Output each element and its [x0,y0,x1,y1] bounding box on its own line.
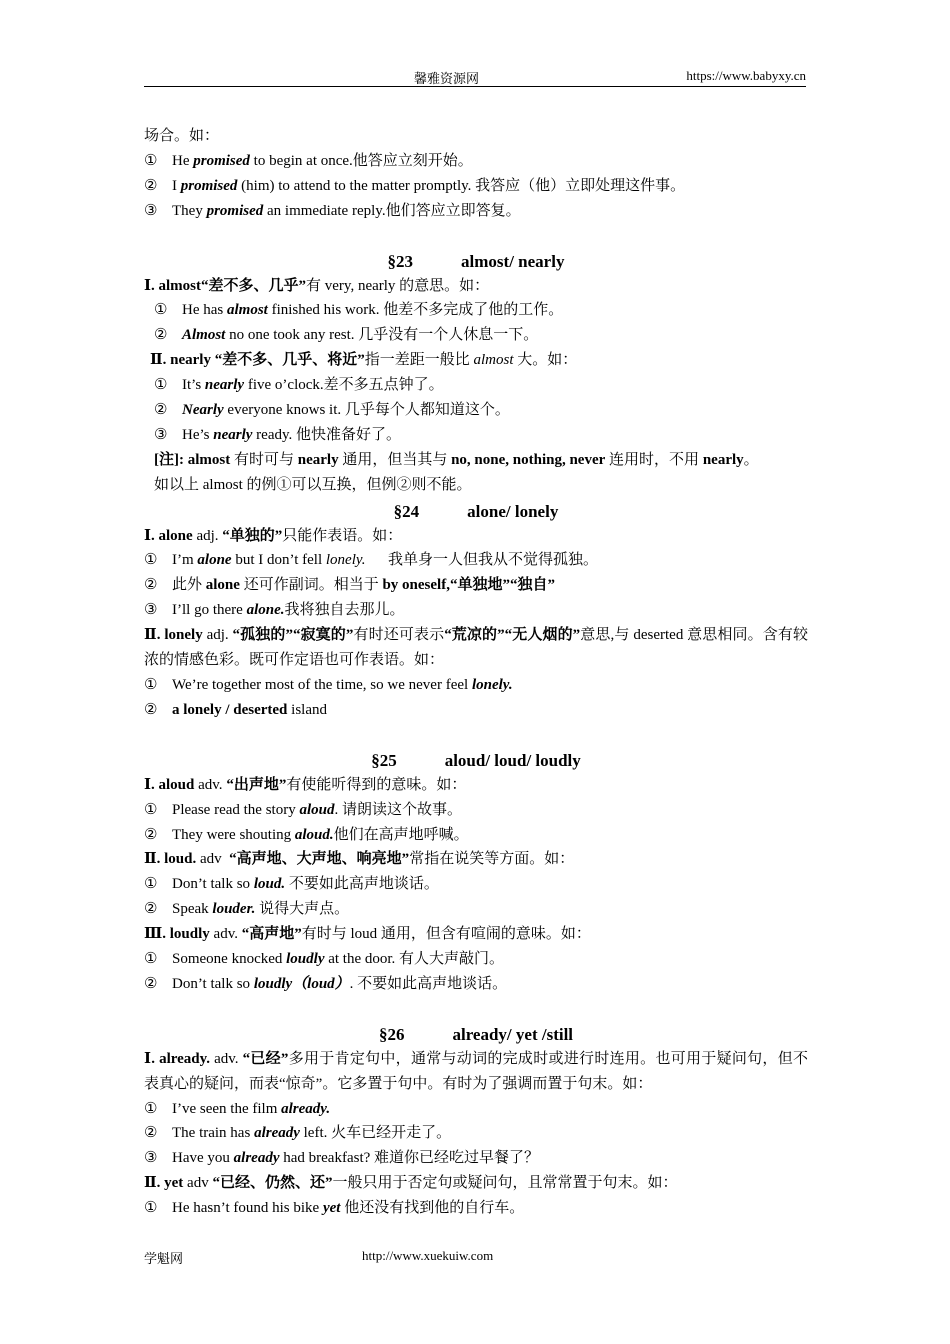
example-line: ① Please read the story aloud. 请朗读这个故事。 [144,801,462,818]
example-line: ② a lonely / deserted island [144,701,327,718]
example-line: ③ He’s nearly ready. 他快准备好了。 [154,426,402,443]
example-line: ① He promised to begin at once.他答应立刻开始。 [144,152,473,169]
page-header [144,66,806,87]
paragraph: Ⅱ. nearly “差不多、几乎、将近”指一差距一般比 almost 大。如： [150,352,578,369]
section-heading: §23 almost/ nearly [387,251,565,271]
paragraph: Ⅰ. already. adv. “已经”多用于肯定句中，通常与动词的完成时或进行时连用。也可用于疑问句，但不表真心的疑问，而表“惊奇”。它多置于句中。有时为了强调而置于句末。如： [144,1050,808,1092]
paragraph: Ⅱ. yet adv “已经、仍然、还”一般只用于否定句或疑问句，且常常置于句末。如： [144,1175,678,1192]
footer-site-name: 学魁网 [144,1251,184,1266]
example-line: ② Nearly everyone knows it. 几乎每个人都知道这个。 [154,402,510,419]
section-heading: §26 already/ yet /still [378,1024,574,1044]
paragraph: Ⅰ. almost“差不多、几乎”有 very, nearly 的意思。如： [144,277,490,294]
paragraph: 场合。如： [144,128,220,144]
example-line: ③ I’ll go there alone.我将独自去那儿。 [144,602,405,619]
example-line: ② I promised (him) to attend to the matter promptly. 我答应（他）立即处理这件事。 [144,177,686,194]
example-line: ② The train has already left. 火车已经开走了。 [144,1125,452,1142]
example-line: ① Someone knocked loudly at the door. 有人大声敲门。 [144,950,505,967]
example-line: ③ Have you already had breakfast? 难道你已经吃过早餐了？ [144,1150,540,1167]
header-site-name: 馨雅资源网 [414,71,480,86]
paragraph: Ⅱ. loud. adv “高声地、大声地、响亮地”常指在说笑等方面。如： [144,851,575,868]
section-heading: §24 alone/ lonely [393,501,559,521]
note-paragraph: 如以上 almost 的例①可以互换，但例②则不能。 [154,476,472,493]
example-line: ② Don’t talk so loudly（loud）. 不要如此高声地谈话。 [144,975,508,992]
example-line: ② Almost no one took any rest. 几乎没有一个人休息一下。 [154,327,539,344]
example-line: ① We’re together most of the time, so we never feel lonely. [144,676,513,693]
paragraph: Ⅰ. aloud adv. “出声地”有使能听得到的意味。如： [144,776,467,793]
example-line: ① He hasn’t found his bike yet 他还没有找到他的自行车。 [144,1200,525,1217]
paragraph: Ⅲ. loudly adv. “高声地”有时与 loud 通用，但含有喧闹的意味。如： [144,926,591,943]
header-url[interactable]: https://www.babyxy.cn [686,68,806,83]
example-line: ② They were shouting aloud.他们在高声地呼喊。 [144,826,469,843]
example-line: ① He has almost finished his work. 他差不多完成了他的工作。 [154,302,564,319]
paragraph: Ⅱ. lonely adj. “孤独的”“寂寞的”有时还可表示“荒凉的”“无人烟的”意思,与 deserted 意思相同。含有较浓的情感色彩。既可作定语也可作表语。如： [144,627,808,669]
section-heading: §25 aloud/ loud/ loudly [371,750,581,770]
example-line: ① It’s nearly five o’clock.差不多五点钟了。 [154,377,444,394]
note-paragraph: [注]: almost 有时可与 nearly 通用，但当其与 no, none, nothing, never 连用时，不用 nearly。 [154,451,759,468]
paragraph: Ⅰ. alone adj. “单独的”只能作表语。如： [144,527,403,544]
example-line: ① I’m alone but I don’t fell lonely. 我单身一人但我从不觉得孤独。 [144,552,598,569]
page-footer [144,1248,494,1267]
example-line: ② Speak louder. 说得大声点。 [144,901,350,918]
footer-url[interactable]: http://www.xuekuiw.com [362,1248,494,1263]
example-line: ① Don’t talk so loud. 不要如此高声地谈话。 [144,876,439,893]
example-line: ③ They promised an immediate reply.他们答应立即答复。 [144,202,521,219]
example-line: ② 此外 alone 还可作副词。相当于 by oneself,“单独地”“独自” [144,577,555,594]
document-body [144,124,808,1221]
example-line: ① I’ve seen the film already. [144,1100,331,1117]
